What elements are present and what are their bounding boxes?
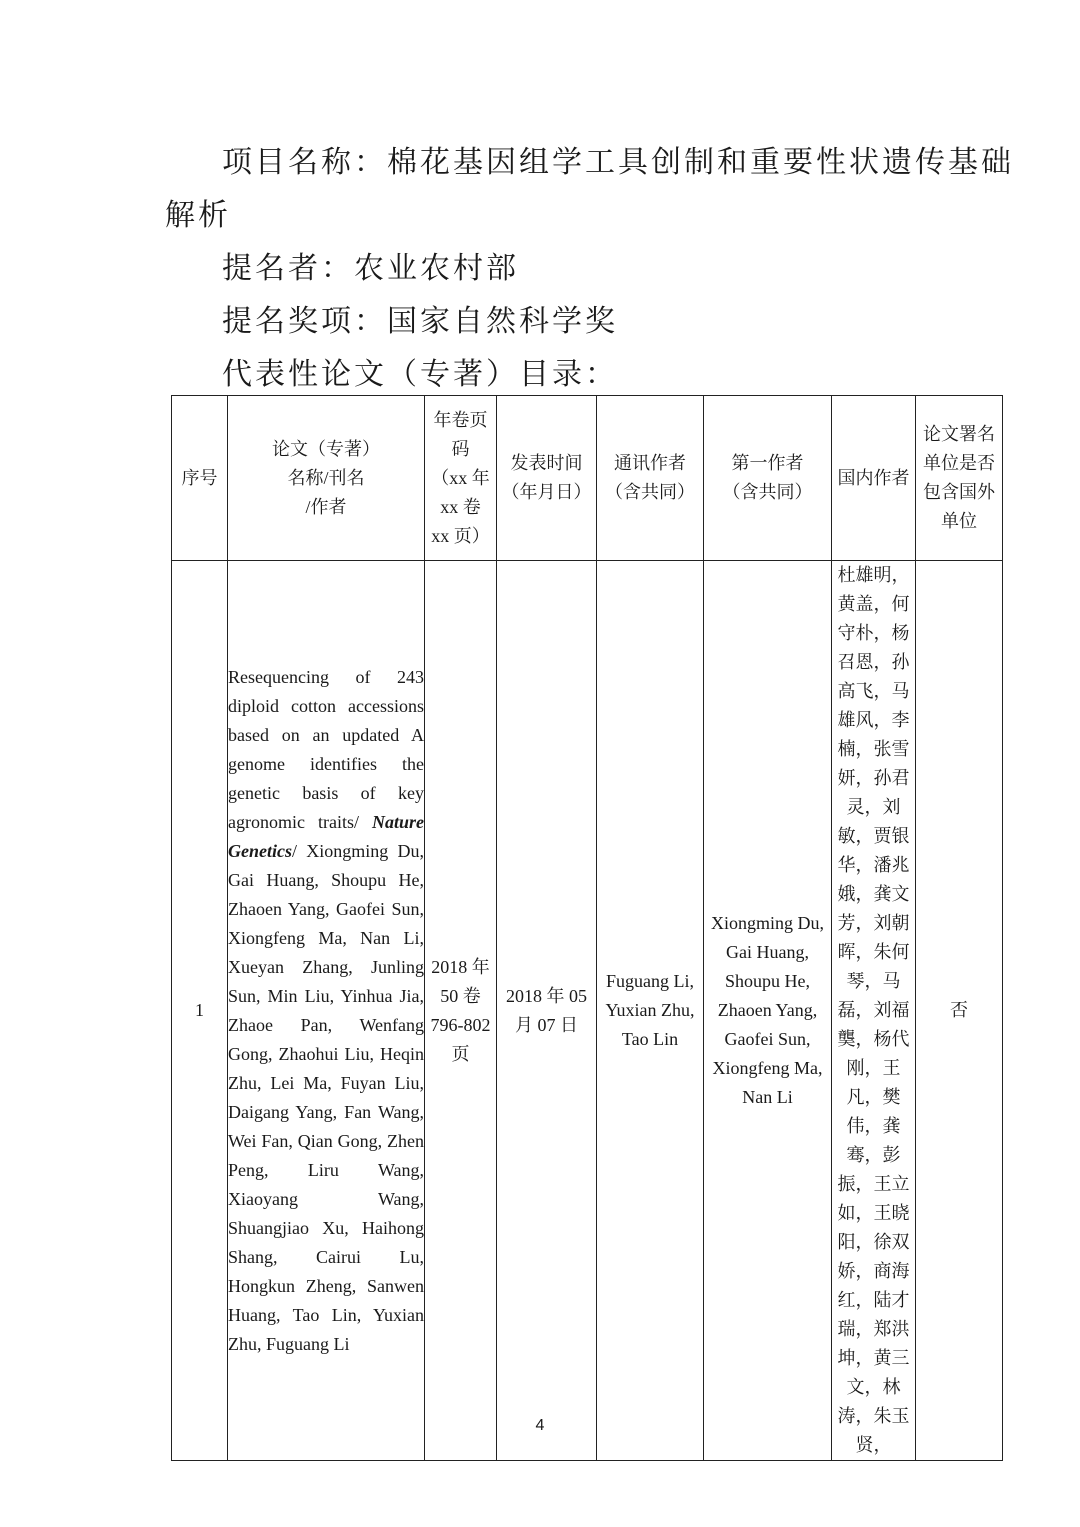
table-row	[172, 561, 1003, 1461]
project-name-line2: 解析	[165, 198, 231, 233]
cell-domestic-authors: 杜雄明，黄盖，何守朴，杨召恩，孙高飞，马雄风，李楠，张雪妍，孙君灵，刘敏，贾银华，潘兆娥，龚文芳，刘朝晖，朱何琴，马磊，刘福龑，杨代刚，王凡，樊伟，龚骞，彭振，王立如，王晓阳，徐双娇，商海红，陆才瑞，郑洪坤，黄三文，林涛，朱玉贤，	[832, 561, 916, 1461]
journal-name: Nature Genetics	[228, 811, 425, 861]
cell-volume: 2018 年 50 卷 796-802 页	[425, 561, 497, 1461]
papers-heading: 代表性论文（专著）目录：	[222, 357, 618, 392]
cell-title	[228, 561, 425, 1461]
nominator: 提名者：农业农村部	[222, 251, 519, 286]
cell-date: 2018 年 05 月 07 日	[497, 561, 597, 1461]
cell-index: 1	[172, 561, 228, 1461]
header-volume: 年卷页 码 （xx 年 xx 卷 xx 页）	[425, 396, 497, 561]
award-type: 提名奖项：国家自然科学奖	[222, 304, 618, 339]
header-domestic: 国内作者	[832, 396, 916, 561]
paper-title: Resequencing of 243 diploid cotton accessions based on an updated A genome identifies the genetic basis of key agronomic traits/	[228, 666, 424, 832]
page-number: 4	[535, 1417, 545, 1434]
header-foreign: 论文署名 单位是否 包含国外 单位	[916, 396, 1003, 561]
cell-foreign: 否	[916, 561, 1003, 1461]
cell-first-author: Xiongming Du, Gai Huang, Shoupu He, Zhaoen Yang, Gaofei Sun, Xiongfeng Ma, Nan Li	[704, 561, 832, 1461]
paper-authors: / Xiongming Du, Gai Huang, Shoupu He, Zhaoen Yang, Gaofei Sun, Xiongfeng Ma, Nan Li, Xueyan Zhang, Junling Sun, Min Liu, Yinhua Jia, Zhaoe Pan, Wenfang Gong, Zhaohui Liu, Heqin Zhu, Lei Ma, Fuyan Liu, Daigang Yang, Fan Wang, Wei Fan, Qian Gong, Zhen Peng, Liru Wang, Xiaoyang Wang, Shuangjiao Xu, Haihong Shang, Cairui Lu, Hongkun Zheng, Sanwen Huang, Tao Lin, Yuxian Zhu, Fuguang Li	[228, 840, 424, 1354]
header-date: 发表时间 （年月日）	[497, 396, 597, 561]
cell-corresponding: Fuguang Li, Yuxian Zhu, Tao Lin	[597, 561, 704, 1461]
header-index: 序号	[172, 396, 228, 561]
header-first-author: 第一作者 （含共同）	[704, 396, 832, 561]
project-name-line1: 项目名称：棉花基因组学工具创制和重要性状遗传基础	[222, 145, 1014, 180]
header-title: 论文（专著） 名称/刊名 /作者	[228, 396, 425, 561]
papers-table	[171, 395, 1003, 1461]
table-header-row	[172, 396, 1003, 561]
header-corresponding: 通讯作者 （含共同）	[597, 396, 704, 561]
